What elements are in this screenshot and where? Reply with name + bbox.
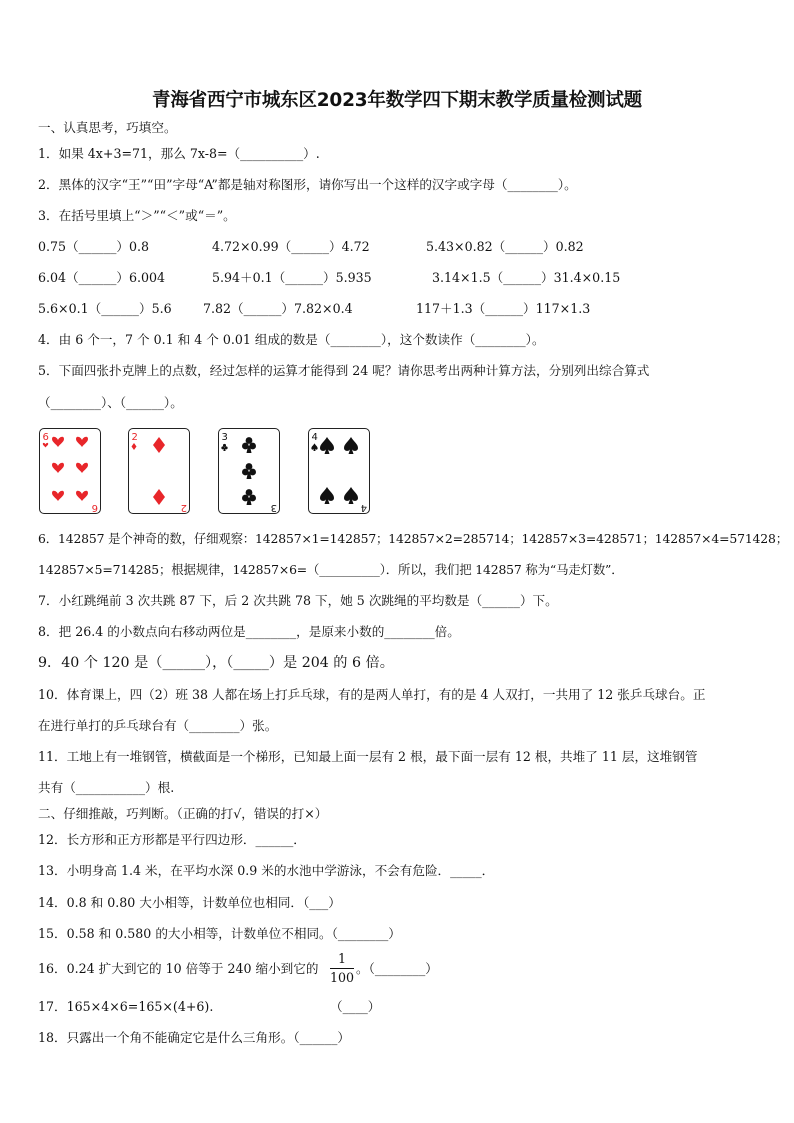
question-12: 12．长方形和正方形都是平行四边形．______．	[38, 832, 306, 847]
question-14: 14．0.8 和 0.80 大小相等，计数单位也相同．（___）	[38, 895, 341, 910]
question-11-continued: 共有（___________）根.	[38, 780, 175, 795]
card-rank: 6	[91, 502, 98, 513]
question-10-continued: 在进行单打的乒乓球台有（________）张。	[38, 718, 278, 733]
question-7: 7．小红跳绳前 3 次共跳 87 下，后 2 次共跳 78 下，她 5 次跳绳的平均数是（______）下。	[38, 593, 558, 608]
card-rank: 3	[221, 432, 228, 443]
playing-card-two-diamonds	[128, 428, 190, 514]
question-17-blank: （____）	[330, 999, 381, 1014]
compare-item: 5.43×0.82（______）0.82	[426, 239, 584, 254]
compare-item: 0.75（______）0.8	[38, 239, 150, 254]
question-16: 16．0.24 扩大到它的 10 倍等于 240 缩小到它的	[38, 961, 319, 976]
fraction-numerator: 1	[337, 951, 346, 966]
page-title: 青海省西宁市城东区2023年数学四下期末教学质量检测试题	[152, 90, 642, 111]
question-9: 9．40 个 120 是（______），（_____）是 204 的 6 倍。	[38, 655, 394, 671]
question-8: 8．把 26.4 的小数点向右移动两位是________，是原来小数的________倍。	[38, 624, 460, 639]
question-17: 17．165×4×6=165×(4+6).	[38, 999, 214, 1014]
question-6-continued: 142857×5=714285；根据规律，142857×6=（__________）．所以，我们把 142857 称为“马走灯数”．	[38, 562, 624, 577]
hearts-icon	[40, 429, 100, 513]
question-15: 15．0.58 和 0.580 的大小相等，计数单位不相同。（________）	[38, 926, 401, 941]
card-rank: 4	[311, 432, 318, 443]
card-rank: 2	[131, 432, 138, 443]
clubs-icon	[219, 429, 279, 513]
card-rank: 2	[180, 502, 187, 513]
question-1: 1．如果 4x+3=71，那么 7x-8=（__________）.	[38, 146, 320, 161]
question-2: 2．黑体的汉字“王”“田”字母“A”都是轴对称图形，请你写出一个这样的汉字或字母（________）。	[38, 177, 577, 192]
fraction-denominator: 100	[330, 970, 355, 985]
question-11: 11．工地上有一堆钢管，横截面是一个梯形，已知最上面一层有 2 根，最下面一层有 12 根，共堆了 11 层，这堆钢管	[38, 749, 698, 764]
question-18: 18．只露出一个角不能确定它是什么三角形。（______）	[38, 1030, 350, 1045]
compare-item: 117＋1.3（______）117×1.3	[416, 301, 591, 316]
fraction-one-hundredth	[330, 951, 354, 986]
question-13: 13．小明身高 1.4 米，在平均水深 0.9 米的水池中学游泳，不会有危险．_____．	[38, 863, 495, 878]
question-5-blanks: （________）、（______）。	[38, 395, 183, 410]
compare-item: 7.82（______）7.82×0.4	[203, 301, 353, 316]
playing-card-three-clubs	[218, 428, 280, 514]
compare-item: 3.14×1.5（______）31.4×0.15	[432, 270, 621, 285]
question-4: 4．由 6 个一，7 个 0.1 和 4 个 0.01 组成的数是（________），这个数读作（________）。	[38, 332, 545, 347]
spades-icon	[309, 429, 369, 513]
fraction-bar	[330, 968, 354, 969]
card-rank: 6	[42, 432, 49, 443]
question-10: 10．体育课上，四（2）班 38 人都在场上打乒乓球，有的是两人单打，有的是 4 人双打，一共用了 12 张乒乓球台。正	[38, 687, 706, 702]
compare-item: 4.72×0.99（______）4.72	[212, 239, 370, 254]
question-5: 5．下面四张扑克牌上的点数，经过怎样的运算才能得到 24 呢？请你思考出两种计算方法，分别列出综合算式	[38, 363, 650, 378]
question-6: 6．142857 是个神奇的数，仔细观察：142857×1=142857；142857×2=285714；142857×3=428571；142857×4=571428；	[38, 531, 789, 546]
playing-card-four-spades	[308, 428, 370, 514]
question-16-blank: 。（________）	[356, 961, 438, 976]
compare-item: 6.04（______）6.004	[38, 270, 166, 285]
question-3: 3．在括号里填上“＞”“＜”或“＝”。	[38, 208, 236, 223]
diamonds-icon	[129, 429, 189, 513]
card-rank: 4	[360, 502, 367, 513]
playing-card-six-hearts	[39, 428, 101, 514]
card-rank: 3	[270, 502, 277, 513]
compare-item: 5.6×0.1（______）5.6	[38, 301, 172, 316]
section-heading-judge: 二、仔细推敲，巧判断。（正确的打√，错误的打×）	[38, 806, 328, 821]
compare-item: 5.94＋0.1（______）5.935	[212, 270, 372, 285]
section-heading-fill-blank: 一、认真思考，巧填空。	[38, 120, 177, 135]
